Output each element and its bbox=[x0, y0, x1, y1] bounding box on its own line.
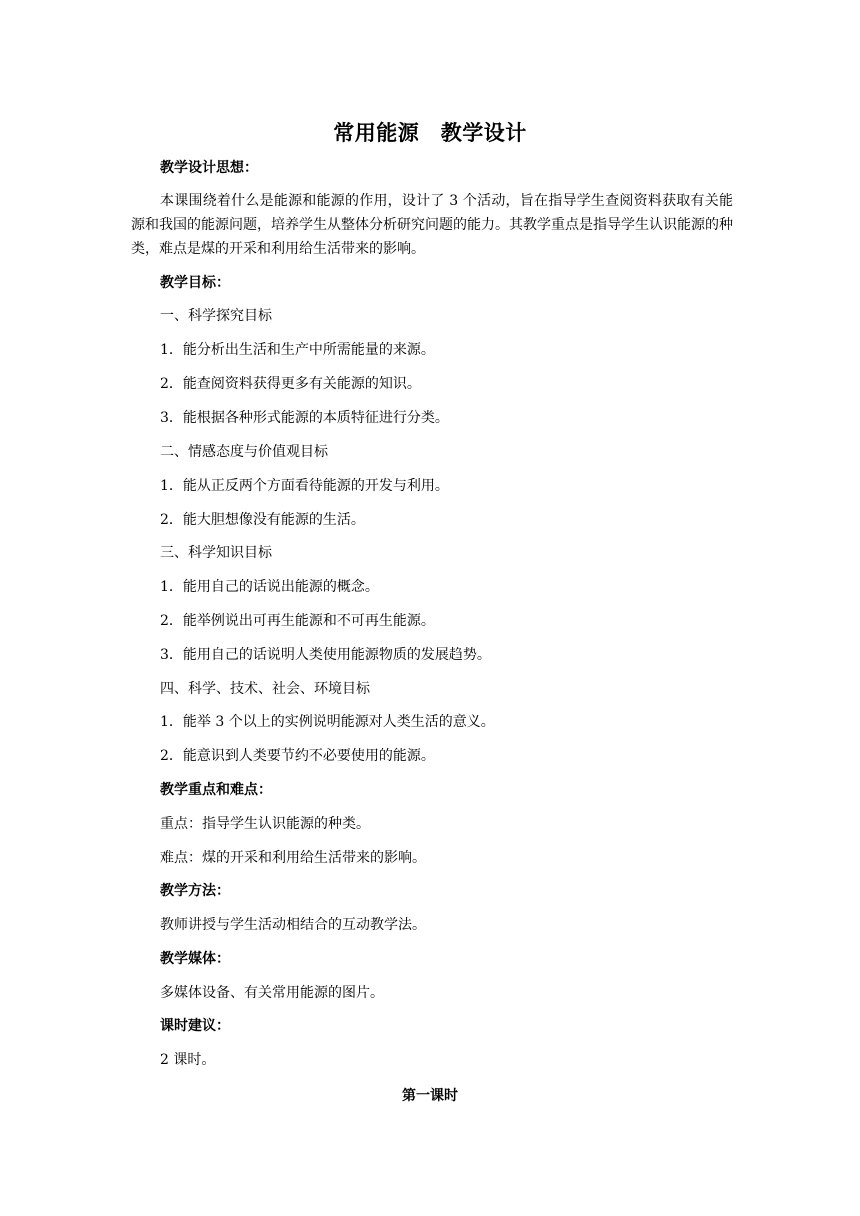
key-point: 重点：指导学生认识能源的种类。 bbox=[160, 816, 370, 832]
method-body: 教师讲授与学生活动相结合的互动教学法。 bbox=[160, 917, 426, 933]
hours-body: 2 课时。 bbox=[160, 1052, 216, 1068]
objective-item: 1．能用自己的话说出能源的概念。 bbox=[160, 579, 379, 595]
key-points-heading: 教学重点和难点： bbox=[160, 782, 272, 798]
objective-section-title: 四、科学、技术、社会、环境目标 bbox=[160, 681, 370, 697]
hours-heading: 课时建议： bbox=[160, 1018, 230, 1034]
objective-section-title: 二、情感态度与价值观目标 bbox=[160, 444, 328, 460]
objective-section-title: 三、科学知识目标 bbox=[160, 545, 272, 561]
design-thought-paragraph: 本课围绕着什么是能源和能源的作用，设计了 3 个活动，旨在指导学生查阅资料获取有关能源和我国的能源问题，培养学生从整体分析研究问题的能力。其教学重点是指导学生认识能源的种类，难点是煤的开采和利用给生活带来的影响。 bbox=[131, 193, 733, 257]
media-heading: 教学媒体： bbox=[160, 951, 230, 967]
objective-item: 2．能大胆想像没有能源的生活。 bbox=[160, 512, 365, 528]
objective-item: 3．能用自己的话说明人类使用能源物质的发展趋势。 bbox=[160, 647, 491, 663]
objective-item: 1．能从正反两个方面看待能源的开发与利用。 bbox=[160, 478, 449, 494]
objective-item: 2．能意识到人类要节约不必要使用的能源。 bbox=[160, 748, 435, 764]
objective-item: 3．能根据各种形式能源的本质特征进行分类。 bbox=[160, 410, 449, 426]
objective-section-title: 一、科学探究目标 bbox=[160, 308, 272, 324]
method-heading: 教学方法： bbox=[160, 883, 230, 899]
objective-item: 1．能举 3 个以上的实例说明能源对人类生活的意义。 bbox=[160, 714, 495, 730]
design-thought-heading: 教学设计思想： bbox=[160, 160, 258, 176]
objectives-heading: 教学目标： bbox=[160, 275, 230, 291]
objective-item: 2．能举例说出可再生能源和不可再生能源。 bbox=[160, 613, 435, 629]
difficult-point: 难点：煤的开采和利用给生活带来的影响。 bbox=[160, 850, 426, 866]
first-lesson-heading: 第一课时 bbox=[402, 1088, 458, 1104]
objective-item: 2．能查阅资料获得更多有关能源的知识。 bbox=[160, 376, 421, 392]
media-body: 多媒体设备、有关常用能源的图片。 bbox=[160, 985, 384, 1001]
document-title: 常用能源 教学设计 bbox=[333, 120, 527, 145]
objective-item: 1．能分析出生活和生产中所需能量的来源。 bbox=[160, 342, 435, 358]
